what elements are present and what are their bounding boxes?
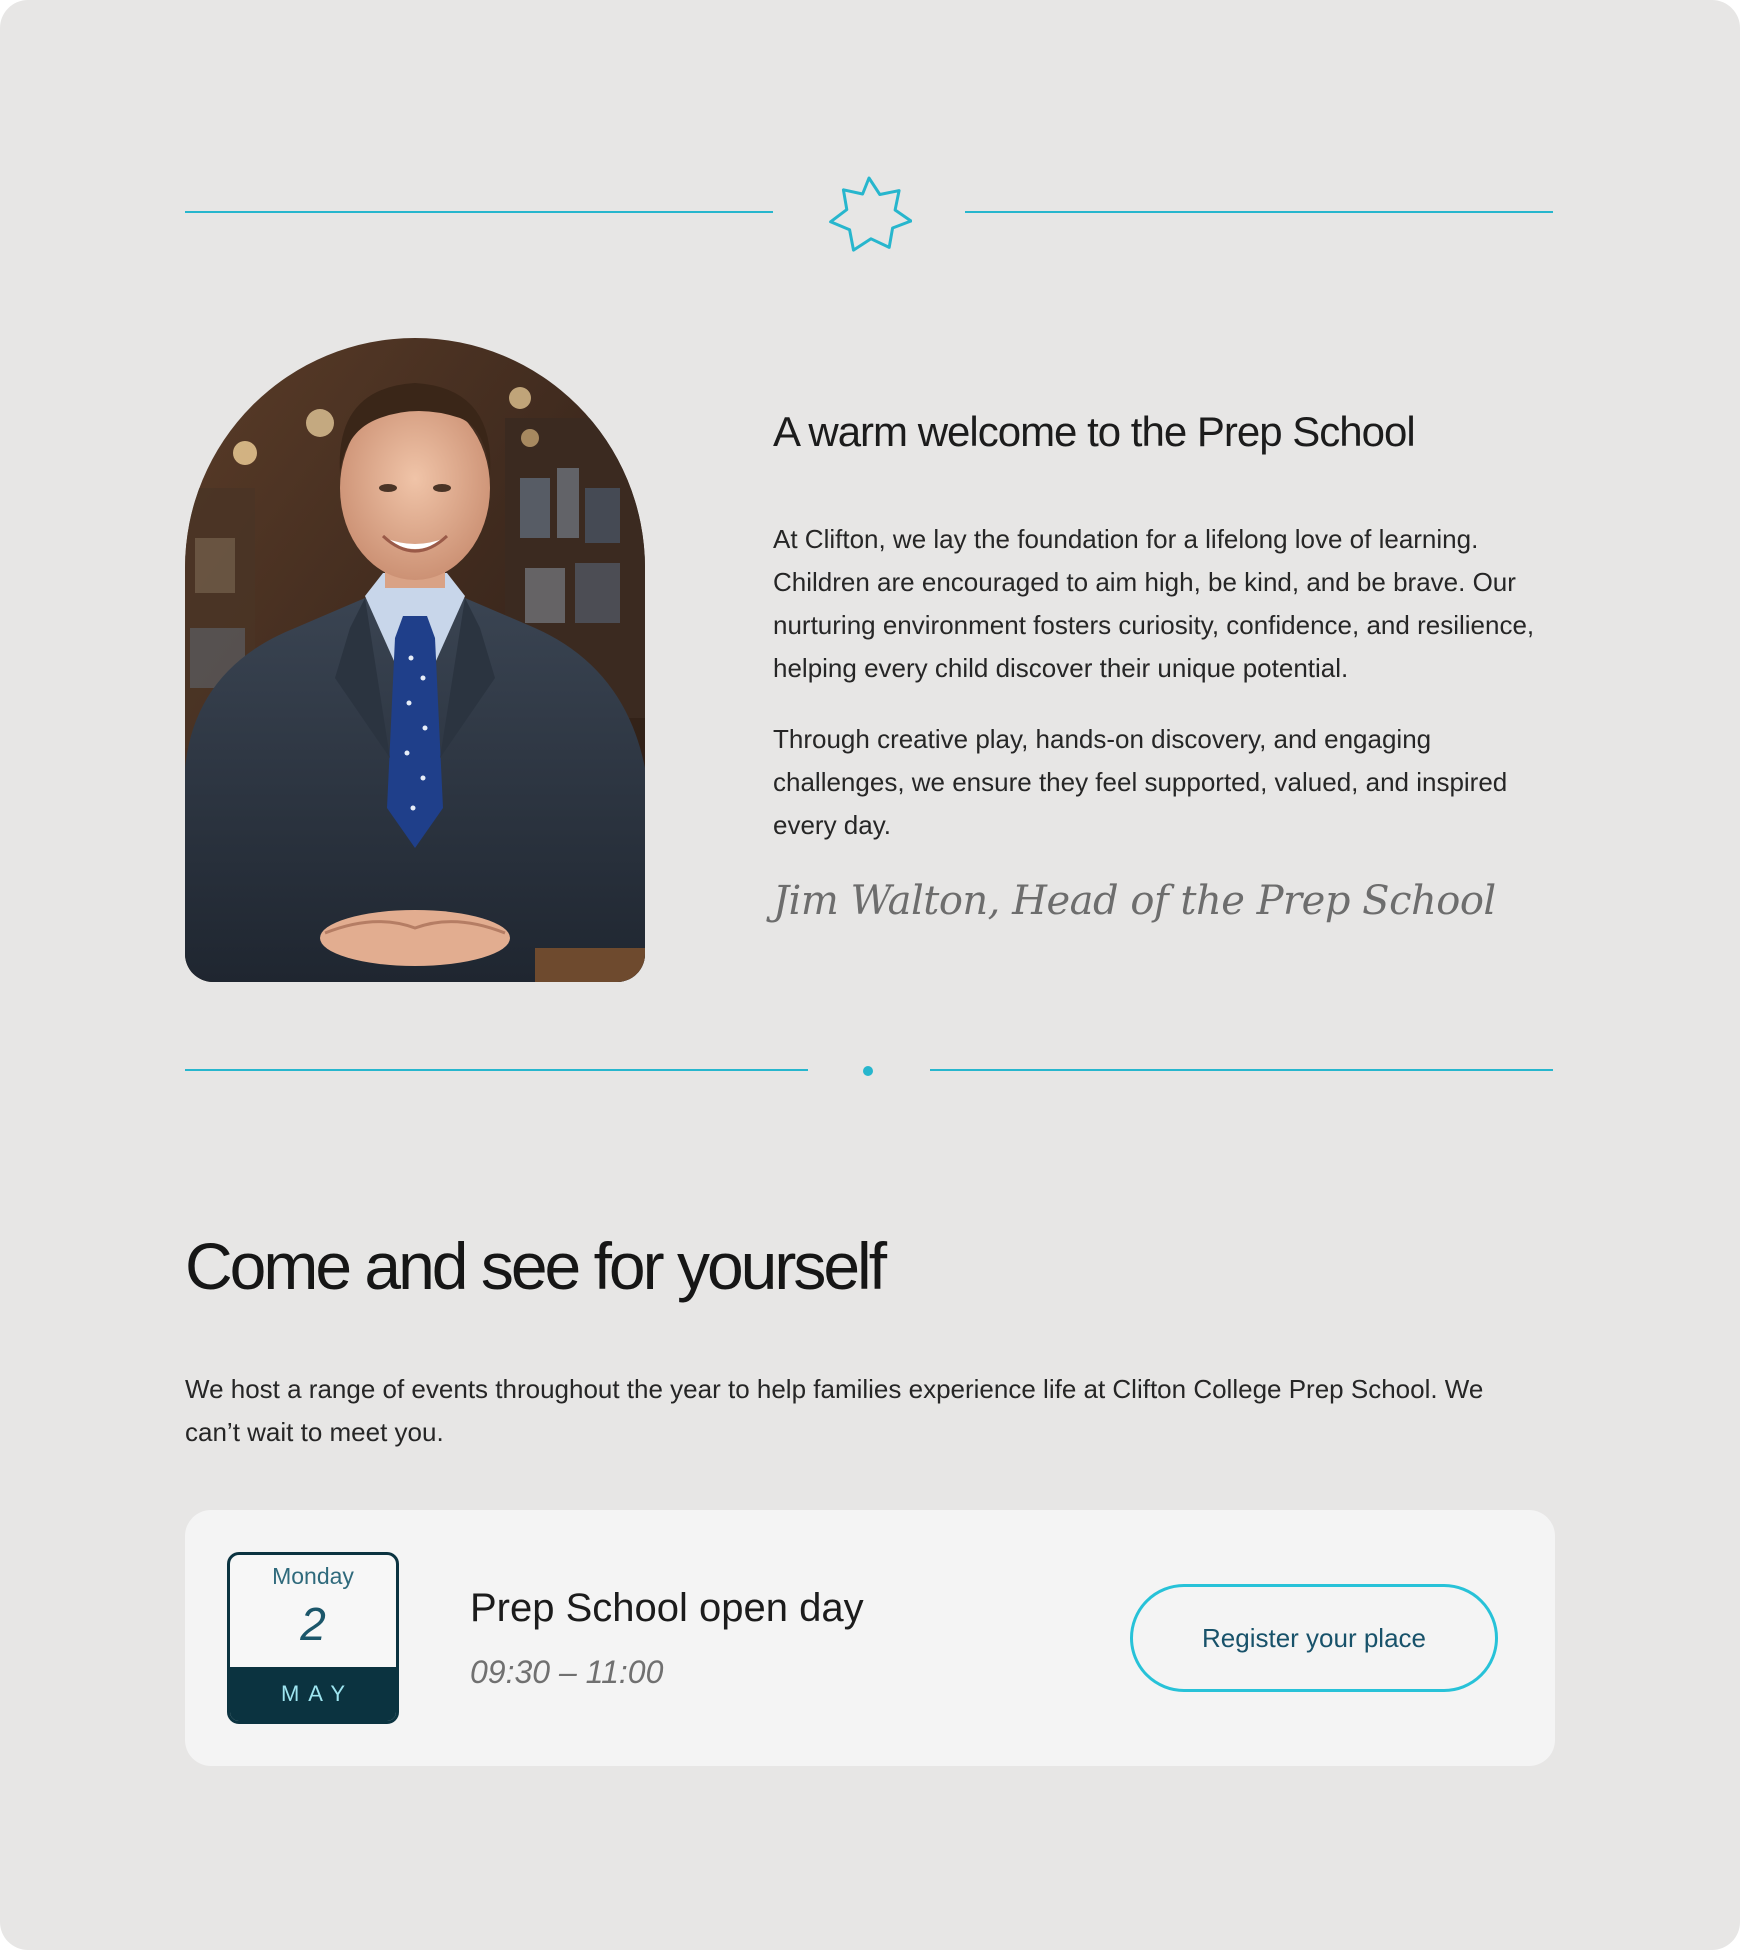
top-divider-right (965, 211, 1553, 213)
top-divider-left (185, 211, 773, 213)
event-time: 09:30 – 11:00 (470, 1654, 664, 1690)
calendar-date-icon (227, 1552, 399, 1724)
event-card (185, 1510, 1555, 1766)
calendar-day: 2 (300, 1598, 326, 1650)
events-intro: We host a range of events throughout the year to help families experience life at Clifton College Prep School. We can’t wait to meet you. (185, 1374, 1484, 1447)
headteacher-portrait (185, 338, 645, 982)
welcome-paragraph: At Clifton, we lay the foundation for a lifelong love of learning. Children are encouraged to aim high, be kind, and be brave. Our nurturing environment fosters curiosity, confidence, and resilience, helping every child discover their unique potential. (773, 524, 1535, 683)
middle-divider-right (930, 1069, 1553, 1071)
calendar-month: MAY (230, 1667, 396, 1721)
welcome-paragraph: Through creative play, hands-on discovery, and engaging challenges, we ensure they feel supported, valued, and inspired every day. (773, 724, 1508, 840)
event-name: Prep School open day (470, 1586, 864, 1630)
welcome-title: A warm welcome to the Prep School (773, 408, 1415, 455)
portrait-illustration (185, 338, 645, 982)
calendar-weekday: Monday (272, 1563, 354, 1589)
register-button[interactable]: Register your place (1130, 1584, 1498, 1692)
signature: Jim Walton, Head of the Prep School (773, 878, 1496, 924)
events-title: Come and see for yourself (185, 1229, 885, 1303)
middle-divider-left (185, 1069, 808, 1071)
welcome-body (773, 518, 1563, 875)
star-icon (826, 174, 912, 260)
dot-icon (863, 1066, 873, 1076)
